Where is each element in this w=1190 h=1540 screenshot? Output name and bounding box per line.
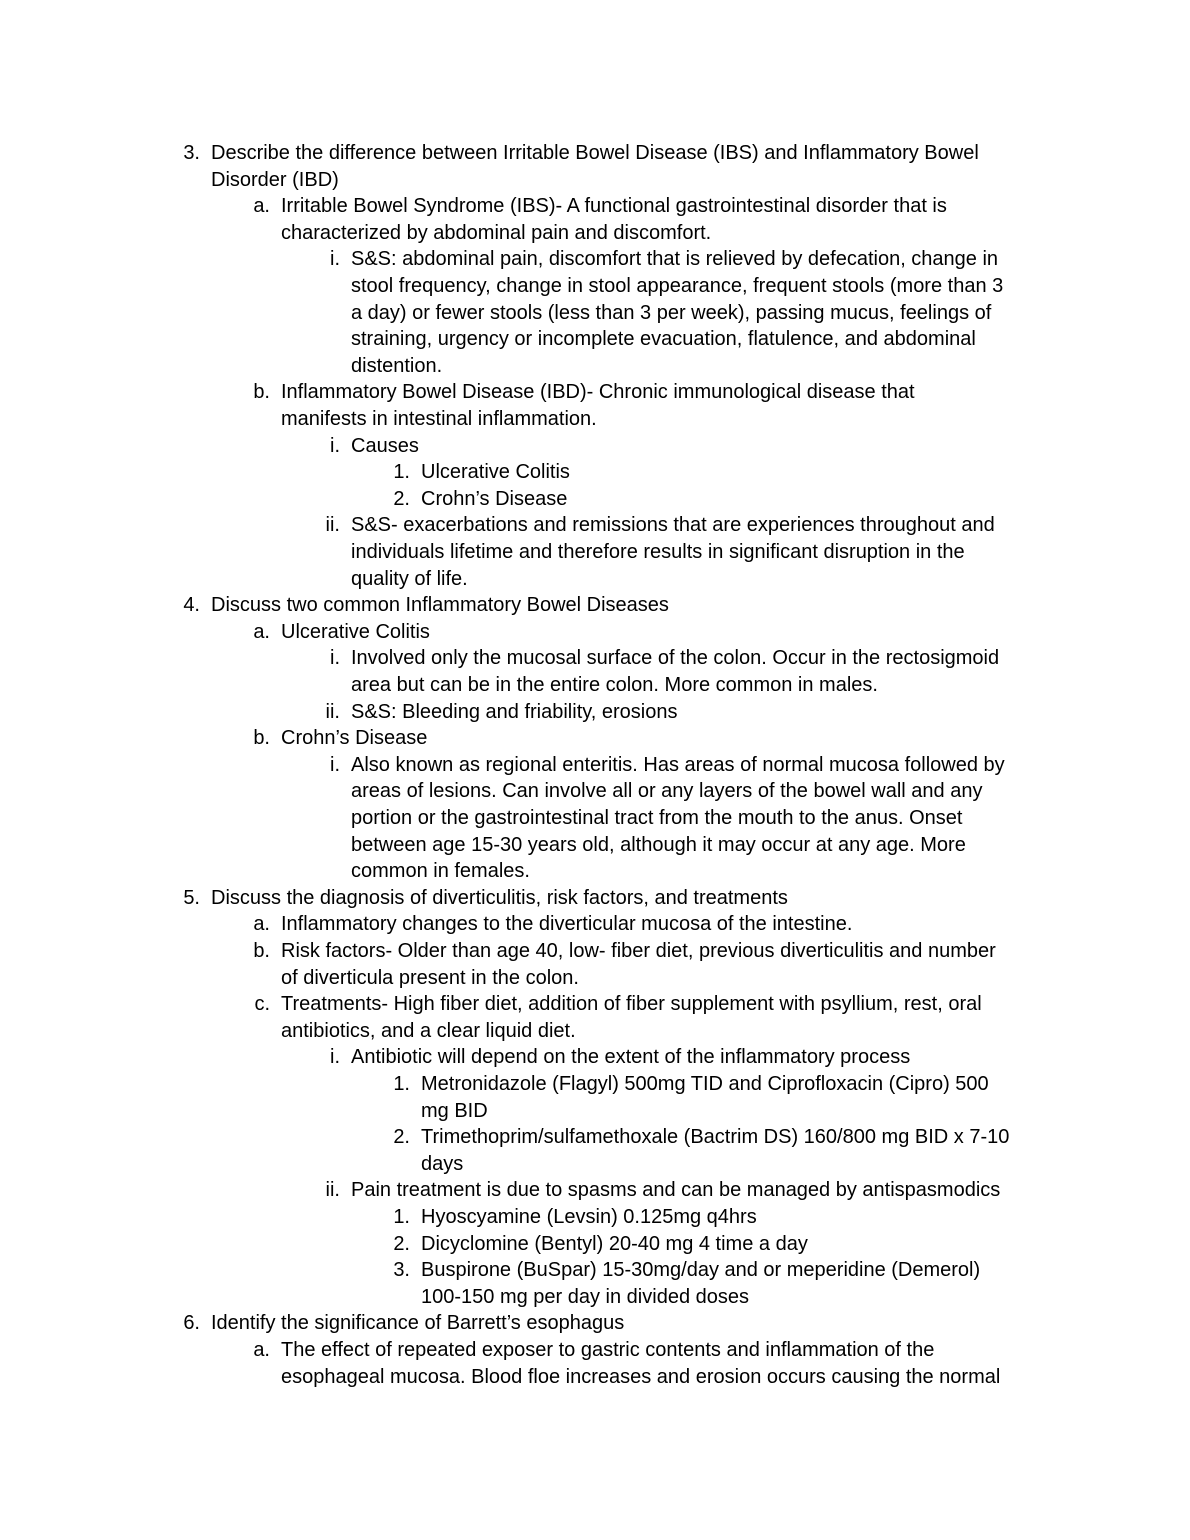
list-marker: 6. [183, 1312, 200, 1334]
list-item-continuation: antibiotics, and a clear liquid diet. [281, 1020, 576, 1042]
list-marker: i. [330, 754, 340, 776]
list-item-continuation: portion or the gastrointestinal tract from the mouth to the anus. Onset [351, 807, 963, 829]
list-marker: 1. [393, 1073, 410, 1095]
list-item-text: The effect of repeated exposer to gastric contents and inflammation of the [281, 1339, 935, 1361]
list-marker: 3. [183, 142, 200, 164]
list-item-continuation: esophageal mucosa. Blood floe increases and erosion occurs causing the normal [281, 1366, 1001, 1388]
list-item-text: Discuss two common Inflammatory Bowel Diseases [211, 594, 669, 616]
list-item-text: Buspirone (BuSpar) 15-30mg/day and or meperidine (Demerol) [421, 1259, 981, 1281]
list-marker: 1. [393, 461, 410, 483]
list-item-continuation: 100-150 mg per day in divided doses [421, 1286, 749, 1308]
list-item-text: S&S: Bleeding and friability, erosions [351, 701, 678, 723]
list-item-continuation: straining, urgency or incomplete evacuation, flatulence, and abdominal [351, 328, 976, 350]
list-item-continuation: distention. [351, 355, 443, 377]
list-marker: b. [253, 727, 270, 749]
list-item-text: Trimethoprim/sulfamethoxale (Bactrim DS) 160/800 mg BID x 7-10 [421, 1126, 1010, 1148]
list-item-text: Ulcerative Colitis [421, 461, 570, 483]
list-item-continuation: Disorder (IBD) [211, 169, 339, 191]
list-marker: ii. [325, 701, 340, 723]
list-marker: i. [330, 1046, 340, 1068]
list-marker: 5. [183, 887, 200, 909]
list-marker: c. [254, 993, 270, 1015]
list-item-continuation: area but can be in the entire colon. More common in males. [351, 674, 878, 696]
list-item-continuation: days [421, 1153, 464, 1175]
list-item-continuation: characterized by abdominal pain and discomfort. [281, 222, 712, 244]
list-item-text: Inflammatory Bowel Disease (IBD)- Chronic immunological disease that [281, 381, 915, 403]
list-item-text: Metronidazole (Flagyl) 500mg TID and Ciprofloxacin (Cipro) 500 [421, 1073, 989, 1095]
list-marker: 2. [393, 488, 410, 510]
list-item-continuation: common in females. [351, 860, 530, 882]
list-item-text: Inflammatory changes to the diverticular mucosa of the intestine. [281, 913, 853, 935]
list-marker: i. [330, 647, 340, 669]
list-marker: b. [253, 381, 270, 403]
list-marker: 2. [393, 1126, 410, 1148]
list-item-continuation: stool frequency, change in stool appearance, frequent stools (more than 3 [351, 275, 1004, 297]
list-marker: a. [253, 621, 270, 643]
list-item-text: Hyoscyamine (Levsin) 0.125mg q4hrs [421, 1206, 757, 1228]
list-item-text: S&S: abdominal pain, discomfort that is relieved by defecation, change in [351, 248, 999, 270]
list-marker: 1. [393, 1206, 410, 1228]
list-marker: ii. [325, 514, 340, 536]
list-item-text: Pain treatment is due to spasms and can be managed by antispasmodics [351, 1179, 1001, 1201]
list-item-continuation: manifests in intestinal inflammation. [281, 408, 597, 430]
list-item-text: Crohn’s Disease [421, 488, 568, 510]
list-item-text: Also known as regional enteritis. Has areas of normal mucosa followed by [351, 754, 1005, 776]
list-item-text: Antibiotic will depend on the extent of the inflammatory process [351, 1046, 911, 1068]
list-item-text: Involved only the mucosal surface of the colon. Occur in the rectosigmoid [351, 647, 1000, 669]
list-marker: a. [253, 1339, 270, 1361]
list-item-text: S&S- exacerbations and remissions that are experiences throughout and [351, 514, 995, 536]
list-marker: 2. [393, 1233, 410, 1255]
list-item-continuation: areas of lesions. Can involve all or any layers of the bowel wall and any [351, 780, 983, 802]
list-marker: 4. [183, 594, 200, 616]
list-item-continuation: between age 15-30 years old, although it may occur at any age. More [351, 834, 966, 856]
list-item-text: Dicyclomine (Bentyl) 20-40 mg 4 time a day [421, 1233, 808, 1255]
list-item-text: Risk factors- Older than age 40, low- fiber diet, previous diverticulitis and number [281, 940, 996, 962]
list-item-text: Identify the significance of Barrett’s esophagus [211, 1312, 625, 1334]
list-item-continuation: of diverticula present in the colon. [281, 967, 579, 989]
list-item-continuation: a day) or fewer stools (less than 3 per week), passing mucus, feelings of [351, 302, 992, 324]
list-marker: i. [330, 248, 340, 270]
list-item-text: Crohn’s Disease [281, 727, 428, 749]
list-marker: a. [253, 195, 270, 217]
list-item-text: Discuss the diagnosis of diverticulitis, risk factors, and treatments [211, 887, 788, 909]
list-marker: a. [253, 913, 270, 935]
list-item-text: Treatments- High fiber diet, addition of fiber supplement with psyllium, rest, oral [281, 993, 982, 1015]
list-item-continuation: mg BID [421, 1100, 488, 1122]
list-item-text: Ulcerative Colitis [281, 621, 430, 643]
list-marker: b. [253, 940, 270, 962]
list-item-continuation: individuals lifetime and therefore results in significant disruption in the [351, 541, 965, 563]
list-item-text: Irritable Bowel Syndrome (IBS)- A functional gastrointestinal disorder that is [281, 195, 947, 217]
list-marker: ii. [325, 1179, 340, 1201]
list-item-text: Describe the difference between Irritable Bowel Disease (IBS) and Inflammatory Bowel [211, 142, 979, 164]
list-item-continuation: quality of life. [351, 568, 468, 590]
list-marker: i. [330, 435, 340, 457]
list-item-text: Causes [351, 435, 419, 457]
list-marker: 3. [393, 1259, 410, 1281]
